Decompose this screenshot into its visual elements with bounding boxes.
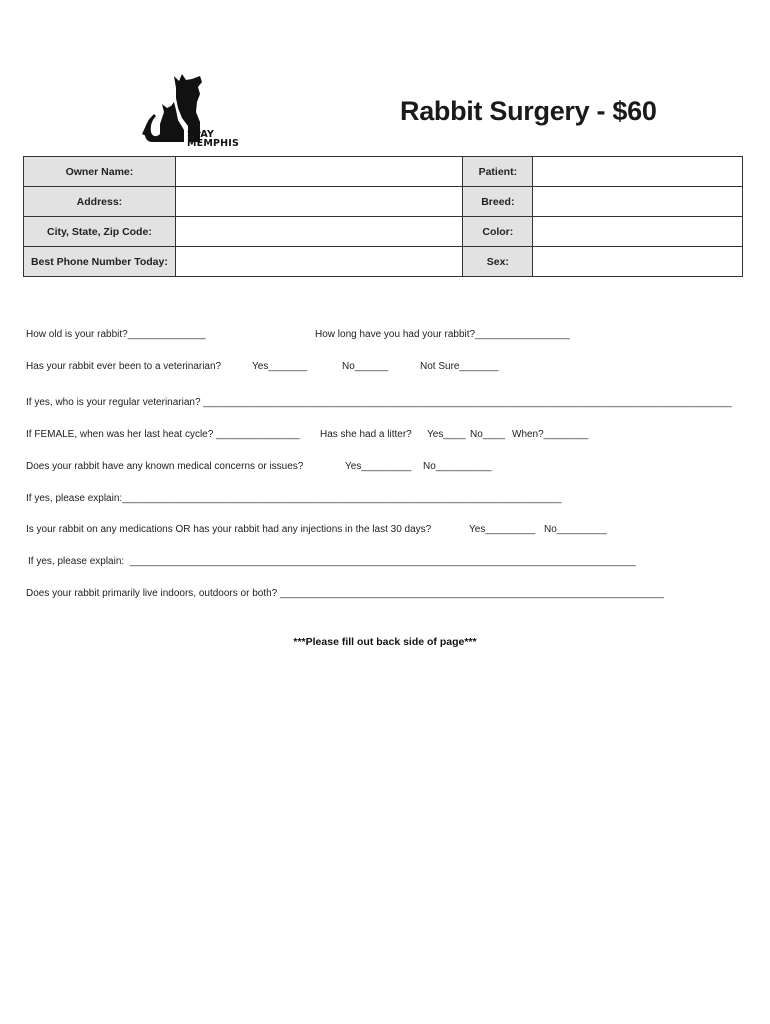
- medications-question: Is your rabbit on any medications OR has your rabbit had any injections in the last 30 days?: [26, 524, 432, 535]
- medications-yes-option[interactable]: Yes_________: [469, 524, 536, 535]
- table-row: [24, 217, 743, 247]
- color-field[interactable]: [533, 217, 743, 247]
- patient-label: Patient:: [463, 157, 533, 187]
- city-state-zip-label: City, State, Zip Code:: [24, 217, 176, 247]
- regular-vet-question[interactable]: If yes, who is your regular veterinarian? _______________________________________________________________________________________________: [26, 397, 732, 408]
- back-side-notice: ***Please fill out back side of page***: [293, 636, 477, 648]
- medications-explain-field[interactable]: If yes, please explain: ___________________________________________________________________________________________: [28, 556, 636, 567]
- owner-name-field[interactable]: [175, 157, 463, 187]
- rabbit-age-question[interactable]: How old is your rabbit?______________: [26, 329, 206, 340]
- owner-info-table: [23, 156, 743, 277]
- medical-concerns-no-option[interactable]: No__________: [423, 461, 492, 472]
- breed-field[interactable]: [533, 187, 743, 217]
- patient-field[interactable]: [533, 157, 743, 187]
- vet-visit-yes-option[interactable]: Yes_______: [252, 361, 308, 372]
- logo-line-1: SPAY: [187, 129, 215, 140]
- logo-text: [187, 130, 239, 148]
- litter-no-option[interactable]: No____: [470, 429, 506, 440]
- medications-no-option[interactable]: No_________: [544, 524, 607, 535]
- table-row: [24, 157, 743, 187]
- sex-field[interactable]: [533, 247, 743, 277]
- litter-yes-option[interactable]: Yes____: [427, 429, 466, 440]
- color-label: Color:: [463, 217, 533, 247]
- city-state-zip-field[interactable]: [175, 217, 463, 247]
- table-row: [24, 247, 743, 277]
- logo-line-2: MEMPHIS: [187, 138, 240, 149]
- vet-visit-not-sure-option[interactable]: Not Sure_______: [420, 361, 499, 372]
- breed-label: Breed:: [463, 187, 533, 217]
- owner-name-label: Owner Name:: [24, 157, 176, 187]
- ownership-duration-question[interactable]: How long have you had your rabbit?_________________: [315, 329, 570, 340]
- vet-visit-question: Has your rabbit ever been to a veterinarian?: [26, 361, 222, 372]
- heat-cycle-question[interactable]: If FEMALE, when was her last heat cycle? _______________: [26, 429, 300, 440]
- address-field[interactable]: [175, 187, 463, 217]
- phone-field[interactable]: [175, 247, 463, 277]
- phone-label: Best Phone Number Today:: [24, 247, 176, 277]
- address-label: Address:: [24, 187, 176, 217]
- vet-visit-no-option[interactable]: No______: [342, 361, 389, 372]
- page-title: Rabbit Surgery - $60: [400, 96, 657, 126]
- litter-when-field[interactable]: When?________: [512, 429, 589, 440]
- spay-memphis-logo: [142, 72, 252, 150]
- litter-question: Has she had a litter?: [320, 429, 412, 440]
- table-row: [24, 187, 743, 217]
- sex-label: Sex:: [463, 247, 533, 277]
- medical-concerns-yes-option[interactable]: Yes_________: [345, 461, 412, 472]
- medical-concerns-explain-field[interactable]: If yes, please explain:_______________________________________________________________________________: [26, 493, 562, 504]
- medical-concerns-question: Does your rabbit have any known medical concerns or issues?: [26, 461, 304, 472]
- living-environment-question[interactable]: Does your rabbit primarily live indoors, outdoors or both? _____________________________________________________________________: [26, 588, 664, 599]
